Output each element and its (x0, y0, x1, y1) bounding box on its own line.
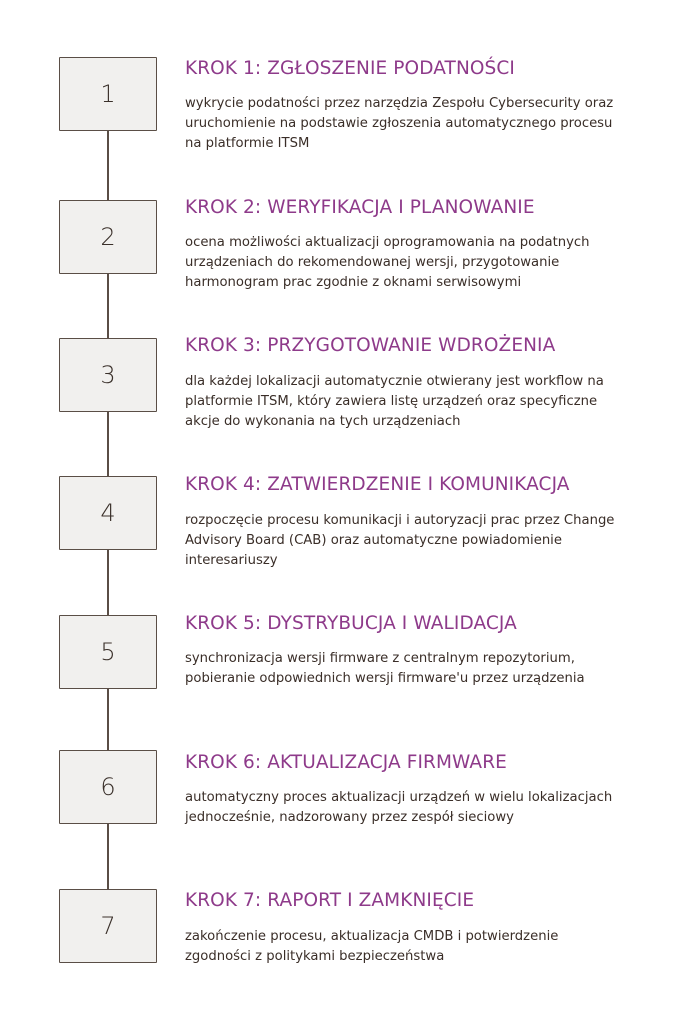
step-number-box: 2 (59, 200, 157, 274)
step-title: KROK 6: AKTUALIZACJA FIRMWARE (185, 752, 507, 773)
step-title: KROK 5: DYSTRYBUCJA I WALIDACJA (185, 613, 517, 634)
step-number-box: 4 (59, 476, 157, 550)
step-description: dla każdej lokalizacji automatycznie otwierany jest workflow na platformie ITSM, który zawiera listę urządzeń oraz specyficzne akcje do wykonania na tych urządzeniach (185, 374, 604, 429)
step-description: ocena możliwości aktualizacji oprogramowania na podatnych urządzeniach do rekomendowanej wersji, przygotowanie harmonogram prac zgodnie z oknami serwisowymi (185, 235, 590, 290)
step-number-box: 5 (59, 615, 157, 689)
step-description: synchronizacja wersji firmware z centralnym repozytorium, pobieranie odpowiednich wersji firmware'u przez urządzenia (185, 651, 585, 686)
step-description: automatyczny proces aktualizacji urządzeń w wielu lokalizacjach jednocześnie, nadzorowany przez zespół sieciowy (185, 790, 613, 825)
step-number-box: 1 (59, 57, 157, 131)
step-title: KROK 4: ZATWIERDZENIE I KOMUNIKACJA (185, 474, 570, 495)
step-description: rozpoczęcie procesu komunikacji i autoryzacji prac przez Change Advisory Board (CAB) oraz automatyczne powiadomienie interesariuszy (185, 513, 615, 568)
step-title: KROK 1: ZGŁOSZENIE PODATNOŚCI (185, 58, 515, 79)
step-number-box: 6 (59, 750, 157, 824)
step-number-box: 3 (59, 338, 157, 412)
step-description: zakończenie procesu, aktualizacja CMDB i potwierdzenie zgodności z politykami bezpieczeństwa (185, 929, 559, 964)
step-title: KROK 2: WERYFIKACJA I PLANOWANIE (185, 197, 535, 218)
step-title: KROK 3: PRZYGOTOWANIE WDROŻENIA (185, 335, 556, 356)
step-description: wykrycie podatności przez narzędzia Zespołu Cybersecurity oraz uruchomienie na podstawie zgłoszenia automatycznego procesu na platformie ITSM (185, 96, 614, 151)
step-title: KROK 7: RAPORT I ZAMKNIĘCIE (185, 890, 475, 911)
step-number-box: 7 (59, 889, 157, 963)
